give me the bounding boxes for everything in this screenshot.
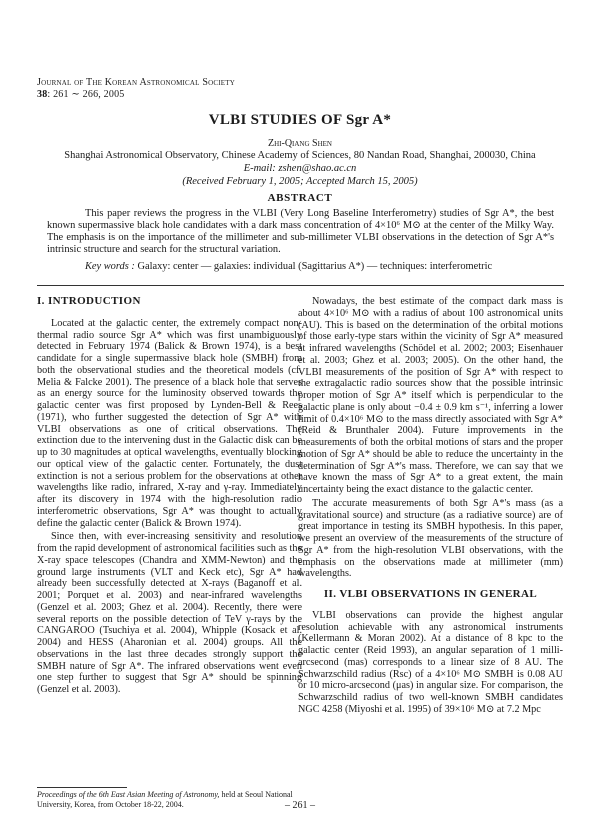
- footnote-divider: [37, 787, 127, 788]
- abstract-heading: ABSTRACT: [267, 192, 333, 204]
- keywords: [85, 261, 492, 273]
- abstract-text: This paper reviews the progress in the VLBI (Very Long Baseline Interferometry) studies of Sgr A*, the best known supermassive black hole candidates with a dark mass concentration of 4×10⁶ M⊙ at the center of the Milky Way. The emphasis is on the importance of the millimeter and sub-millimeter VLBI observations in the detection of Sgr A*'s intrinsic structure and search for the structural variation.: [47, 208, 554, 255]
- journal-name: Journal of The Korean Astronomical Society: [37, 77, 235, 88]
- journal-volume-line: [37, 89, 235, 101]
- journal-pages: : 261 ∼ 266, 2005: [47, 89, 125, 100]
- section-heading-introduction: I. INTRODUCTION: [37, 295, 141, 307]
- journal-header: [37, 77, 235, 101]
- keywords-text: Galaxy: center — galaxies: individual (Sagittarius A*) — techniques: interferometric: [137, 261, 493, 272]
- paragraph: VLBI observations can provide the highest angular resolution achievable with any astronomical instruments (Kellermann & Moran 2002). At a distance of 8 kpc to the galactic center (Reid 1993), an angular separation of 1 milli-arcsecond (mas) corresponds to a linear size of 8 AU. The Schwarzschild radius (Rsc) of a 4×10⁶ M⊙ SMBH is 0.08 AU or 10 micro-arcsecond (μas) in angular size. For comparison, the Schwarzschild radius of two well-known SMBH candidates NGC 4258 (Miyoshi et al. 1995) of 39×10⁶ M⊙ at 7.2 Mpc: [298, 609, 563, 715]
- left-column: [37, 296, 302, 696]
- affiliation: Shanghai Astronomical Observatory, Chinese Academy of Sciences, 80 Nandan Road, Shanghai, 200030, China: [64, 150, 536, 161]
- footnote-prefix: Proceedings of the 6th East Asian Meeting of Astronomy,: [37, 790, 220, 799]
- paragraph: Located at the galactic center, the extremely compact non-thermal radio source Sgr A* which was first unambiguously detected in February 1974 (Balick & Brown 1974), is a best candidate for a single supermassive black hole (SMBH) from both the observational studies and the theoretical models (cf. Melia & Falcke 2001). The presence of a black hole that serves as an energy source for the luminosity observed towards the galactic center was first proposed by Lynden-Bell & Rees (1971), who further suggested the detection of Sgr A* with VLBI observations as one of critical observations. The extinction due to the intervening dust in the Galactic disk can be up to 30 magnitudes at optical wavelengths, eventually blocking our optical view of the galactic center. Fortunately, the dust extinction is not a serious problem for the observations at other wavelengths like radio, infrared, X-ray and γ-ray. Immediately after its discovery in 1974 with the high-resolution radio interferometric observations, Sgr A* was thought to actually define the galactic center (Balick & Brown 1974).: [37, 317, 302, 529]
- paper-title: VLBI STUDIES OF Sgr A*: [208, 112, 392, 128]
- footnote-suffix: held at Seoul National University, Korea, from October 18-22, 2004.: [37, 790, 293, 809]
- paragraph: Nowadays, the best estimate of the compact dark mass is about 4×10⁶ M⊙ with a radius of about 100 astronomical units (AU). This is based on the determination of the orbital motions of those early-type stars within the vicinity of Sgr A* measured at infrared wavelengths (Schödel et al. 2002; 2003; Eisenhauer et al. 2003; Ghez et al. 2003; 2005). On the other hand, the VLBI measurements of the position of Sgr A* with respect to the extragalactic radio sources show that the possible intrinsic proper motion of Sgr A* itself which is perpendicular to the galactic plane is only about −0.4 ± 0.9 km s⁻¹, inferring a lower limit of 0.4×10⁶ M⊙ to the mass directly associated with Sgr A* (Reid & Brunthaler 2004). Future improvements in the measurements of both the orbital motions of stars and the proper motion of Sgr A* should be able to reduce the uncertainty in the determination of Sgr A*'s mass. Therefore, we can say that we have known the mass of Sgr A* to a great extent, the main uncertainty being the exact distance to the galactic center.: [298, 296, 563, 495]
- section-heading-vlbi-observations: II. VLBI OBSERVATIONS IN GENERAL: [323, 588, 538, 600]
- author-email: E-mail: zshen@shao.ac.cn: [243, 163, 357, 174]
- header-divider: [37, 285, 564, 286]
- keywords-label: Key words :: [85, 261, 135, 272]
- page-number: – 261 –: [285, 800, 315, 811]
- author: Zhi-Qiang Shen: [268, 138, 332, 149]
- paragraph: The accurate measurements of both Sgr A*'s mass (as a gravitational source) and structure (as a radiative source) are of great importance in testing its SMBH hypothesis. In this paper, we present an overview of the measurements of the structure of Sgr A* from the high-resolution VLBI observations, with the emphasis on the observations made at millimeter (mm) wavelengths.: [298, 497, 563, 580]
- journal-volume: 38: [37, 89, 48, 100]
- paragraph: Since then, with ever-increasing sensitivity and resolution from the rapid development of astronomical facilities such as the X-ray space telescopes (Chandra and XMM-Newton) and the ground large instruments (VLT and Keck etc), Sgr A* had already been successfully detected at X-rays (Baganoff et al. 2001; Porquet et al. 2003) and near-infrared wavelengths (Genzel et al. 2003; Ghez et al. 2004). Recently, there were several reports on the possible detection of TeV γ-rays by the CANGAROO (Tsuchiya et al. 2004), Whipple (Kosack et al. 2004) and HESS (Aharonian et al. 2004) groups. All the observations in the last three decades strongly support the SMBH nature of Sgr A*. The infrared observations went even one step further to suggest that Sgr A* should be spinning (Genzel et al. 2003).: [37, 531, 302, 695]
- received-dates: (Received February 1, 2005; Accepted March 15, 2005): [182, 176, 418, 187]
- right-column: [298, 296, 563, 716]
